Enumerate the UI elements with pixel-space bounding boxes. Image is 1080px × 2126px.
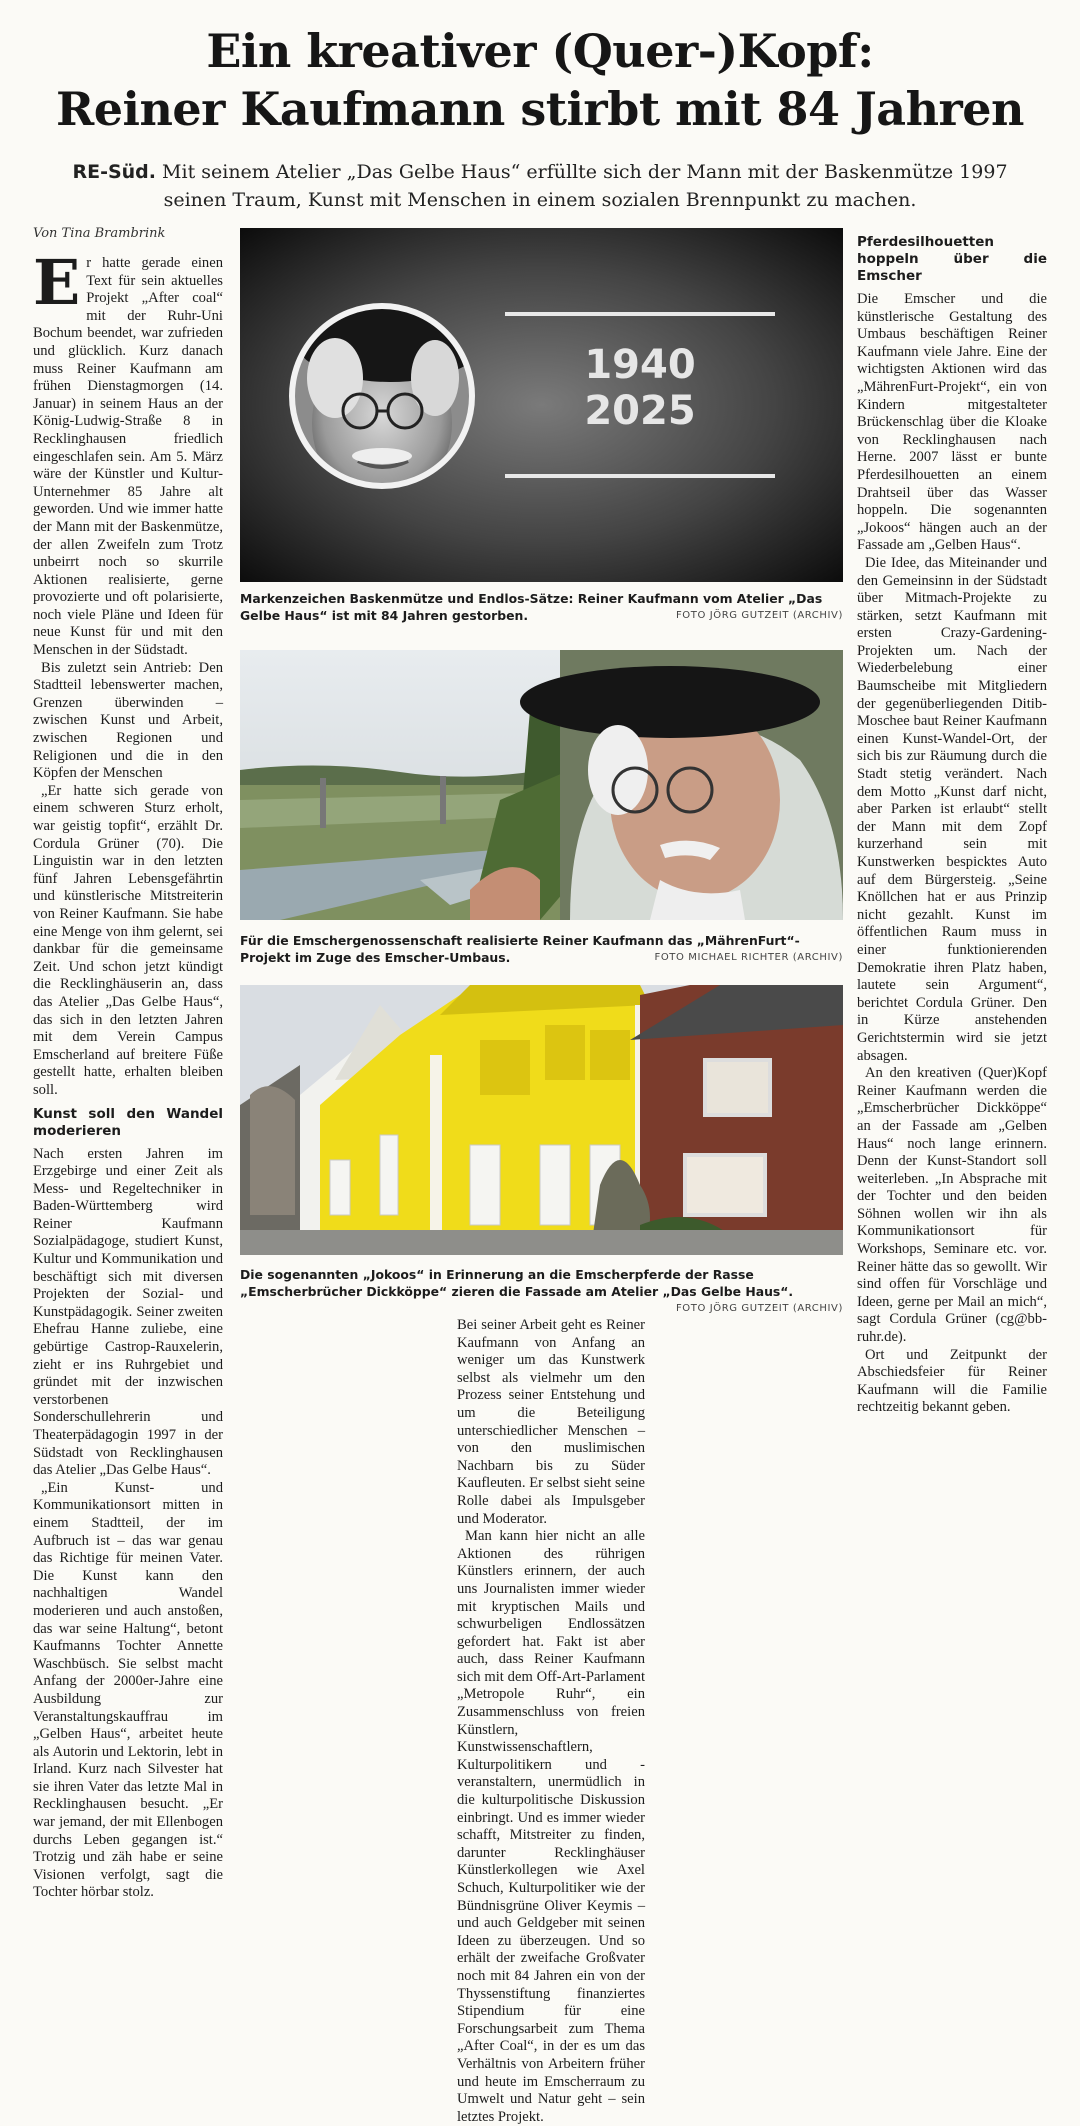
subheading: Pferdesilhouetten hoppeln über die Emscher	[857, 234, 1047, 284]
portrait-photo	[240, 228, 843, 582]
body-paragraph: Bis zuletzt sein Antrieb: Den Stadtteil lebenswerter machen, Grenzen überwinden – zwischen Kunst und Arbeit, zwischen Regionen und Religionen und die in den Köpfen der Menschen	[33, 659, 223, 782]
lead-text: Mit seinem Atelier „Das Gelbe Haus“ erfüllte sich der Mann mit der Baskenmütze 1997 seinen Traum, Kunst mit Menschen in einem sozialen Brennpunkt zu machen.	[162, 161, 1008, 211]
subheading: Kunst soll den Wandel moderieren	[33, 1105, 223, 1139]
paragraph-text: r hatte gerade einen Text für sein aktuelles Projekt „After coal“ mit der Ruhr-Uni Bochum beendet, war zufrieden und glücklich. Kurz danach muss Reiner Kaufmann am frühen Dienstagmorgen (14. Januar) in seinem Haus an der König-Ludwig-Straße 8 in Recklinghausen friedlich eingeschlafen sein. Am 5. März wäre der Künstler und Kultur-Unternehmer 85 Jahre alt geworden. Und wie immer hatte der Mann mit der Baskenmütze, der allen Zweifeln zum Trotz unbeirrt noch so skurrile Aktionen realisierte, gerne provozierte und oft polarisierte, noch viele Pläne und Ideen für neue Kunst für und mit den Menschen in der Südstadt.	[33, 255, 223, 659]
article-column-1	[33, 246, 223, 1901]
body-paragraph: Die Emscher und die künstlerische Gestaltung des Umbaus beschäftigen Reiner Kaufmann viele Jahre. Eine der wichtigsten Aktionen wird das „MährenFurt-Projekt“, ein von Kindern mitgestalteter Brückenschlag über die Kloake von Recklinghausen nach Herne. 2007 lässt er bunte Pferdesilhouetten an einem Drahtseil über das Wasser hoppeln. Die sogenannten „Jokoos“ hängen auch an der Fassade am „Gelben Haus“.	[857, 291, 1047, 554]
photo-caption	[240, 932, 843, 966]
article-column-4	[857, 228, 1047, 1653]
body-paragraph: Ort und Zeitpunkt der Abschiedsfeier für Reiner Kaufmann will die Familie rechtzeitig bekannt geben.	[857, 1346, 1047, 1416]
yellow-house-scene	[240, 985, 843, 1255]
article-column-2b	[457, 1317, 645, 2125]
birth-year: 1940	[584, 342, 696, 388]
body-paragraph: Die Idee, das Miteinander und den Gemeinsinn in der Südstadt über Mitmach-Projekte zu stärken, setzt Kaufmann mit ersten Crazy-Gardening-Projekten um. Nach der Wiederbelebung einer Baumscheibe mit Mitgliedern der gegenüberliegenden Ditib-Moschee baut Reiner Kaufmann einen Kunst-Wandel-Ort, der sich bis zur Räumung durch die Stadt stetig verändert. Nach dem Motto „Kunst darf nicht, aber Parken ist erlaubt“ stellt der Mann mit dem Zopf kurzerhand sein mit Kunstwerken bespicktes Auto auf dem Bürgersteig. „Seine Knöllchen hat er aus Prinzip nicht gezahlt. Kunst im öffentlichen Raum muss in einer funktionierenden Demokratie ihren Platz haben, lautete sein Argument“, berichtet Cordula Grüner. Den in Kürze anstehenden Gerichtstermin wird sie jetzt absagen.	[857, 554, 1047, 1064]
headline-line-1: Ein kreativer (Quer-)Kopf:	[206, 24, 874, 78]
photo-credit: FOTO JÖRG GUTZEIT (ARCHIV)	[675, 610, 843, 621]
body-paragraph: „Er hatte sich gerade von einem schweren Sturz erholt, war geistig topfit“, erzählt Dr. Cordula Grüner (70). Die Linguistin war in den letzten fünf Jahren Lebensgefährtin und künstlerische Mitstreiterin von Reiner Kaufmann. Sie habe eine Menge von ihm gelernt, sei dankbar für die gemeinsame Zeit. Und schon jetzt kündigt die Recklinghäuserin an, dass das Atelier „Das Gelbe Haus“, das sich in den letzten Jahren mit dem Verein Campus Emscherland auf breitere Füße gestellt hatte, erhalten bleiben soll.	[33, 782, 223, 1098]
lead-location: RE-Süd.	[72, 161, 156, 183]
drop-cap: E	[33, 246, 81, 319]
body-paragraph: An den kreativen (Quer)Kopf Reiner Kaufmann werden die „Emscherbrücher Dickköppe“ an der Fassade am „Gelben Haus“ noch lange erinnern. Denn der Kunst-Standort soll weiterleben. „In Absprache mit der Tochter und den beiden Söhnen wollen wir ihn als Kommunikationsort für Workshops, Seminare etc. vor. Reiner hätte das so gewollt. Wir sind offen für Vorschläge und Ideen, gerne per Mail an mich“, sagt Cordula Grüner (cg@bb-ruhr.de).	[857, 1065, 1047, 1346]
emscher-photo	[240, 650, 843, 920]
caption-text: Für die Emschergenossenschaft realisierte Reiner Kaufmann das „MährenFurt“-Projekt im Zuge des Emscher-Umbaus.	[240, 933, 800, 965]
caption-text: Die sogenannten „Jokoos“ in Erinnerung an die Emscherpferde der Rasse „Emscherbrücher Dickköppe“ zieren die Fassade am Atelier „Das Gelbe Haus“.	[240, 1267, 794, 1299]
body-paragraph: „Ein Kunst- und Kommunikationsort mitten in einem Stadtteil, der im Aufbruch ist – das war genau das Richtige für meinen Vater. Die Kunst kann den nachhaltigen Wandel moderieren und auch anstoßen, das war seine Haltung“, betont Kaufmanns Tochter Annette Waschbüsch. Sie selbst macht Anfang der 2000er-Jahre eine Ausbildung zur Veranstaltungskauffrau im „Gelben Haus“, arbeitet heute als Autorin und Lektorin, lebt in Irland. Kurz nach Silvester hat sie ihren Vater das letzte Mal in Recklinghausen besucht. „Er war jemand, der mit Ellenbogen durchs Leben gegangen ist.“ Trotzig und zäh habe er seine Visionen verfolgt, sagt die Tochter hörbar stolz.	[33, 1479, 223, 1901]
photo-caption	[240, 590, 843, 624]
body-paragraph: Man kann hier nicht an alle Aktionen des rührigen Künstlers erinnern, der auch uns Journalisten immer wieder mit kryptischen Mails und schwurbeligen Endlossätzen gefordert hat. Fakt ist aber auch, dass Reiner Kaufmann sich mit dem Off-Art-Parlament „Metropole Ruhr“, ein Zusammenschluss von freien Künstlern, Kunstwissenschaftlern, Kulturpolitikern und -veranstaltern, unermüdlich in die kulturpolitische Diskussion einbringt. Und es immer wieder schafft, Mitstreiter zu finden, darunter Recklinghäuser Künstlerkollegen wie Axel Schuch, Kulturpolitiker wie der Bündnisgrüne Oliver Keymis – und auch Geldgeber mit seinen Ideen zu überzeugen. Und so erhält der zweifache Großvater noch mit 84 Jahren ein von der Thyssenstiftung finanziertes Stipendium für eine Forschungsarbeit zum Thema „After Coal“, in der es um das Verhältnis von Arbeitern früher und heute im Emscherraum zu Umwelt und Natur geht – sein letztes Projekt.	[457, 1528, 645, 2125]
byline: Von Tina Brambrink	[33, 226, 166, 241]
headline-line-2: Reiner Kaufmann stirbt mit 84 Jahren	[55, 82, 1024, 136]
caption-text: Markenzeichen Baskenmütze und Endlos-Sätze: Reiner Kaufmann vom Atelier „Das Gelbe Haus“ ist mit 84 Jahren gestorben.	[240, 591, 823, 623]
lead-paragraph	[40, 158, 1040, 214]
body-paragraph	[33, 246, 223, 660]
death-year: 2025	[584, 388, 696, 434]
emscher-scene	[240, 650, 843, 920]
portrait-graphic	[240, 228, 843, 582]
photo-credit: FOTO JÖRG GUTZEIT (ARCHIV)	[675, 1303, 843, 1314]
article-column-2c	[651, 1317, 839, 1653]
photo-caption	[240, 1266, 843, 1317]
headline	[0, 22, 1080, 138]
photo-credit: FOTO MICHAEL RICHTER (ARCHIV)	[654, 952, 843, 963]
body-paragraph: Nach ersten Jahren im Erzgebirge und einer Zeit als Mess- und Regeltechniker in Baden-Württemberg wird Reiner Kaufmann Sozialpädagoge, studiert Kunst, Kultur und Kommunikation und beschäftigt sich mit diversen Projekten der Sozial- und Kunstpädagogik. Seiner zweiten Ehefrau Hanne zuliebe, eine gebürtige Castrop-Rauxelerin, zieht er ins Ruhrgebiet und gründet mit der inzwischen verstorbenen Sonderschullehrerin und Theaterpädagogin 1997 in der Südstadt von Recklinghausen das Atelier „Das Gelbe Haus“.	[33, 1145, 223, 1479]
house-photo	[240, 985, 843, 1255]
body-paragraph: Bei seiner Arbeit geht es Reiner Kaufmann von Anfang an weniger um das Kunstwerk selbst als vielmehr um den Prozess seiner Entstehung und um die Beteiligung unterschiedlicher Menschen – von den muslimischen Nachbarn bis zu Süder Kaufleuten. Er selbst sieht seine Rolle dabei als Impulsgeber und Moderator.	[457, 1317, 645, 1527]
article-column-2a	[240, 1317, 428, 1653]
